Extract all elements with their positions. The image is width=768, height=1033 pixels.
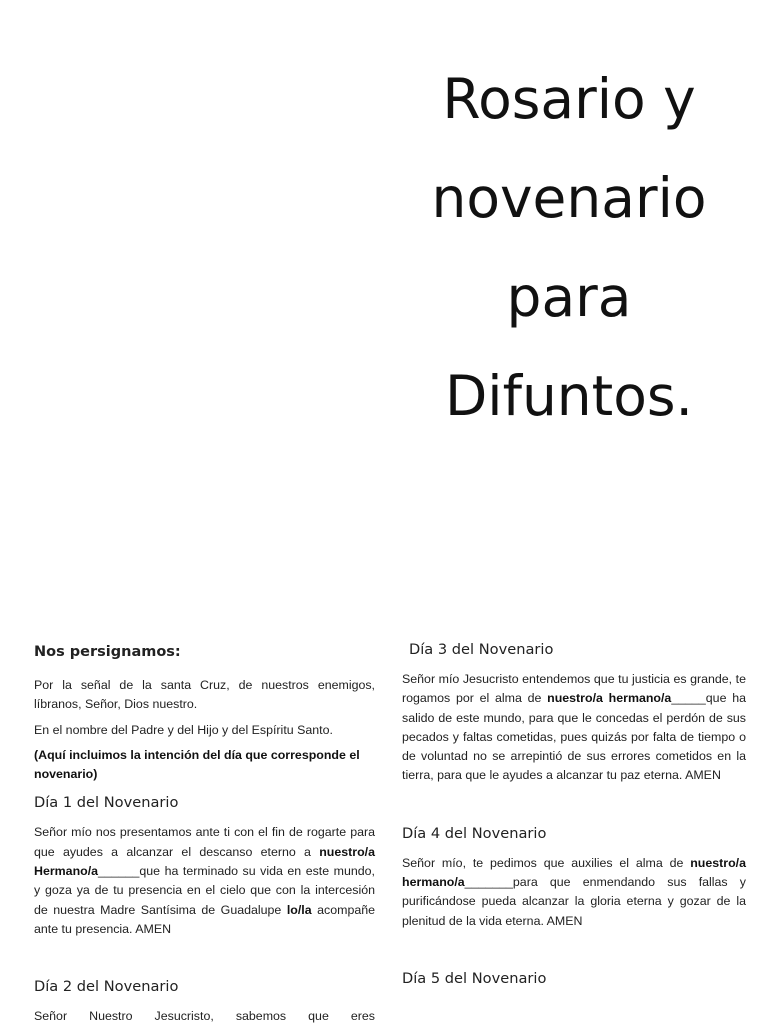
dia-3-paragraph: Señor mío Jesucristo entendemos que tu justicia es grande, te rogamos por el alma de nuestro/a hermano/a_____que ha salido de este mundo, para que le concedas el perdón de sus pecados y faltas cometidas, pues quizás por falta de tiempo o de voluntad no se arrepintió de sus errores cometidos en la tierra, para que le ayudes a alcanzar tu paz eterna. AMEN (402, 672, 746, 783)
title-line-4: Difuntos. (444, 364, 694, 428)
title-line-1: Rosario y (442, 67, 696, 131)
dia-3-heading: Día 3 del Novenario (409, 641, 554, 658)
document-title (405, 50, 733, 446)
dia-1-paragraph: Señor mío nos presentamos ante ti con el fin de rogarte para que ayudes a alcanzar el descanso eterno a nuestro/a Hermano/a______que ha terminado su vida en este mundo, y goza ya de tu presencia en el cielo que con la intercesión de nuestra Madre Santísima de Guadalupe lo/la acompañe ante tu presencia. AMEN (34, 825, 376, 936)
senal-cruz-paragraph: Por la señal de la santa Cruz, de nuestros enemigos, líbranos, Señor, Dios nuestro. (34, 678, 375, 712)
nombre-padre-paragraph: En el nombre del Padre y del Hijo y del Espíritu Santo. (34, 722, 333, 737)
title-line-3: para (506, 265, 632, 329)
dia-4-heading: Día 4 del Novenario (402, 824, 547, 842)
intencion-paragraph (34, 746, 375, 785)
dia-1-heading: Día 1 del Novenario (34, 794, 179, 812)
dia-4-paragraph: Señor mío, te pedimos que auxilies el alma de nuestro/a hermano/a_______para que enmendando sus fallas y purificándose pueda alcanzar la gloria eterna y gozar de la plenitud de la vida eterna. AMEN (402, 855, 746, 928)
dia-5-heading: Día 5 del Novenario (402, 969, 547, 987)
title-line-2: novenario (431, 166, 707, 230)
persignamos-heading: Nos persignamos: (34, 644, 181, 660)
dia-2-paragraph: Señor Nuestro Jesucristo, sabemos que eres (34, 1009, 375, 1024)
left-column (34, 640, 375, 1033)
dia-2-heading: Día 2 del Novenario (34, 978, 179, 996)
right-column (402, 640, 746, 999)
intencion-bold-text: (Aquí incluimos la intención del día que corresponde el novenario) (34, 747, 360, 782)
